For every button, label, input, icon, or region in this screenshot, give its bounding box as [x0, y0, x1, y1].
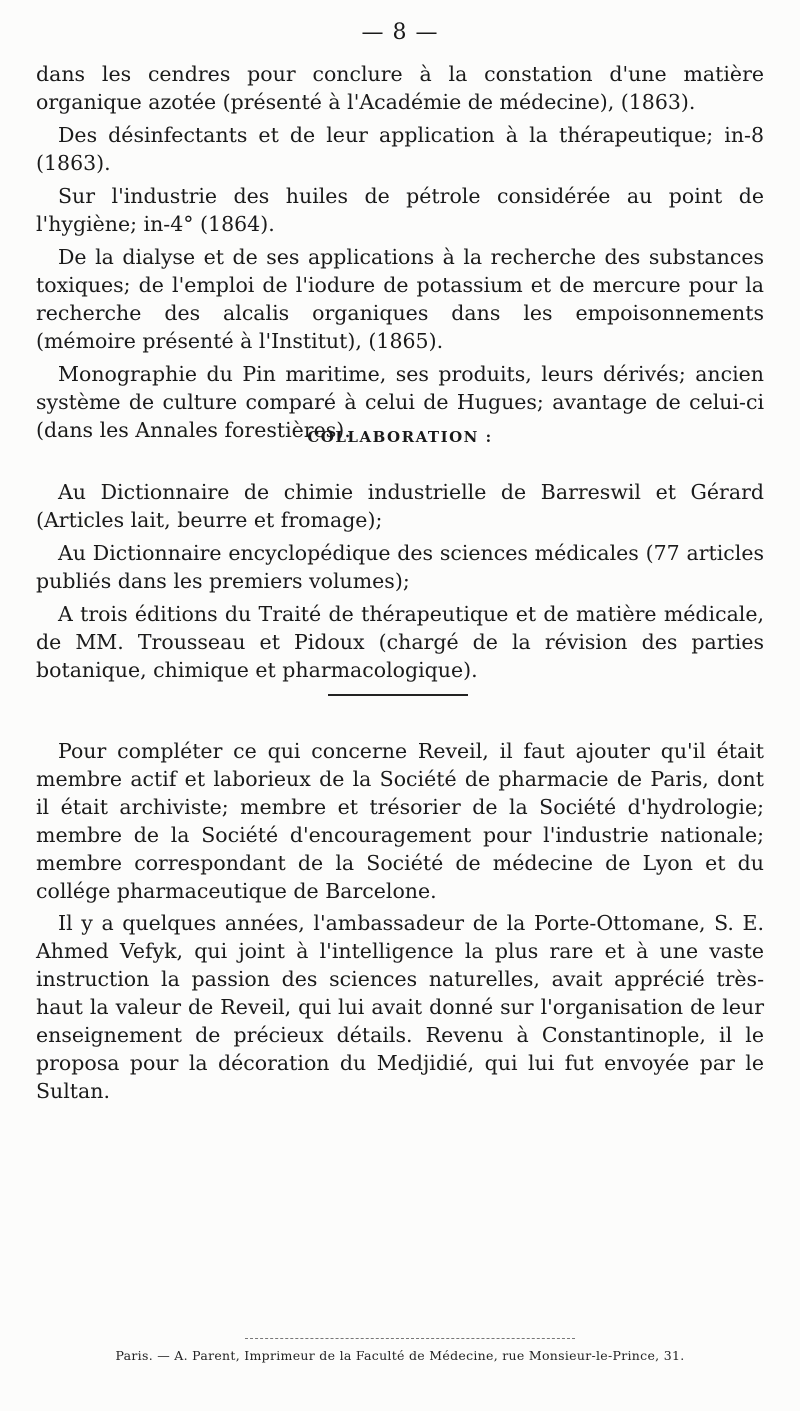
- bibliography-list: [36, 60, 764, 444]
- bibliography-entry: dans les cendres pour conclure à la constation d'une matière organique azotée (présenté à l'Académie de médecine), (1863).: [36, 62, 764, 114]
- closing-paragraph: Il y a quelques années, l'ambassadeur de la Porte-Ottomane, S. E. Ahmed Vefyk, qui joint à l'intelligence la plus rare et à une vaste instruction la passion des sciences naturelles, avait apprécié très-haut la valeur de Reveil, qui lui avait donné sur l'organisation de leur enseignement de précieux détails. Revenu à Constantinople, il le proposa pour la décoration du Medjidié, qui lui fut envoyée par le Sultan.: [36, 911, 764, 1103]
- section-divider: [328, 694, 468, 696]
- bibliography-entry: De la dialyse et de ses applications à la recherche des substances toxiques; de l'emploi de l'iodure de potassium et de mercure pour la recherche des alcalis organiques dans les empoisonnements (mémoire présenté à l'Institut), (1865).: [36, 245, 764, 353]
- imprint-rule: [245, 1338, 575, 1339]
- collaboration-list: [36, 478, 764, 684]
- printer-imprint: Paris. — A. Parent, Imprimeur de la Faculté de Médecine, rue Monsieur-le-Prince, 31.: [115, 1348, 685, 1363]
- collaboration-item: A trois éditions du Traité de thérapeutique et de matière médicale, de MM. Trousseau et Pidoux (chargé de la révision des parties botanique, chimique et pharmacologique).: [36, 602, 764, 682]
- bibliography-entry: Sur l'industrie des huiles de pétrole considérée au point de l'hygiène; in-4° (1864).: [36, 184, 764, 236]
- collaboration-item: Au Dictionnaire de chimie industrielle de Barreswil et Gérard (Articles lait, beurre et fromage);: [36, 480, 764, 532]
- collaboration-heading: COLLABORATION :: [307, 428, 493, 446]
- bibliography-entry: Des désinfectants et de leur application à la thérapeutique; in-8 (1863).: [36, 123, 764, 175]
- collaboration-item: Au Dictionnaire encyclopédique des sciences médicales (77 articles publiés dans les premiers volumes);: [36, 541, 764, 593]
- bibliography-entry: Monographie du Pin maritime, ses produits, leurs dérivés; ancien système de culture comparé à celui de Hugues; avantage de celui-ci (dans les Annales forestières).: [36, 362, 764, 442]
- closing-paragraph: Pour compléter ce qui concerne Reveil, il faut ajouter qu'il était membre actif et laborieux de la Société de pharmacie de Paris, dont il était archiviste; membre et trésorier de la Société d'hydrologie; membre de la Société d'encouragement pour l'industrie nationale; membre correspondant de la Société de médecine de Lyon et du collége pharmaceutique de Barcelone.: [36, 739, 764, 903]
- closing-text: [36, 737, 764, 1105]
- page-number: — 8 —: [361, 20, 439, 45]
